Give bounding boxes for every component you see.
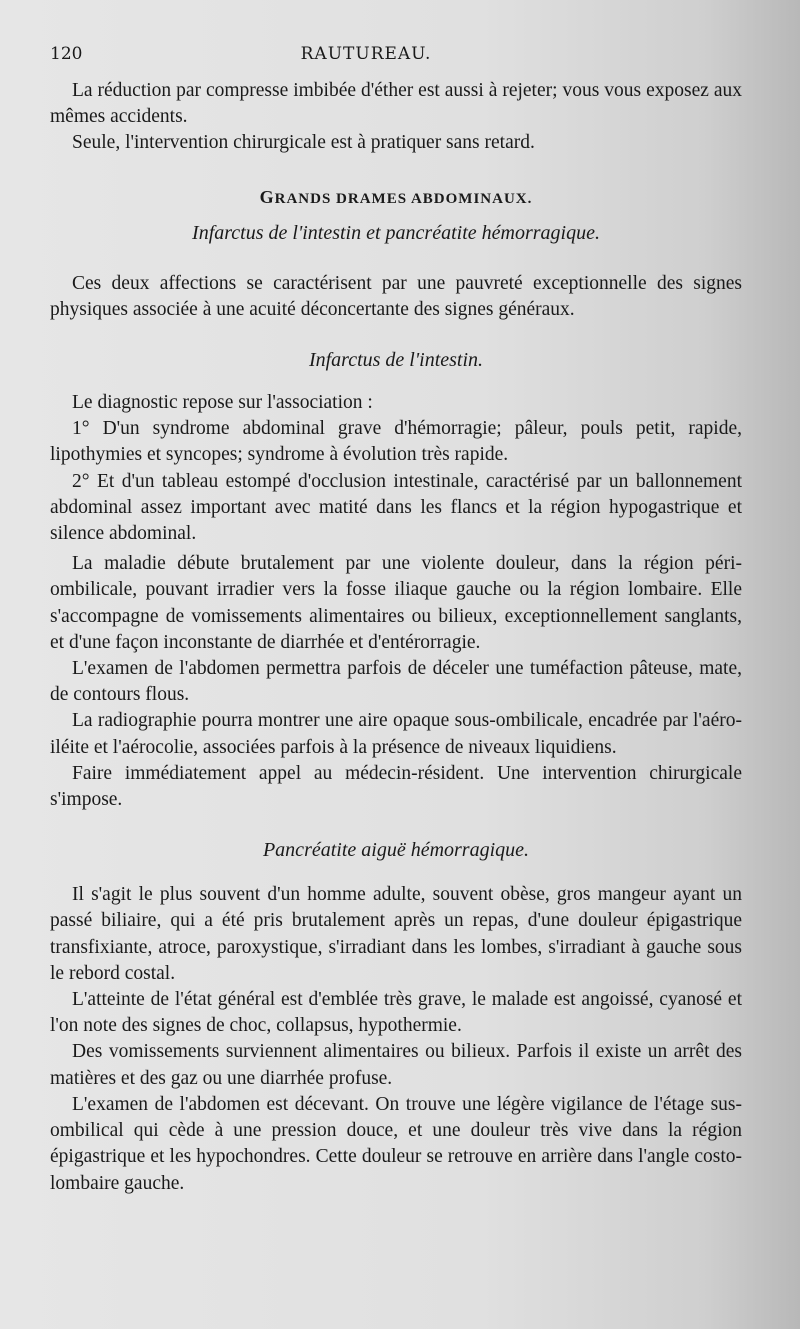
intro-paragraph-1: La réduction par compresse imbibée d'éther est aussi à rejeter; vous vous exposez aux mêmes accidents.: [50, 80, 742, 128]
infarctus-paragraph-3: 2° Et d'un tableau estompé d'occlusion intestinale, caractérisé par un ballonnement abdominal assez important avec matité dans les flancs et la région hypogastrique et silence abdominal.: [50, 470, 742, 545]
intro-paragraph-2: Seule, l'intervention chirurgicale est à pratiquer sans retard.: [72, 132, 535, 154]
pancreatite-paragraph-2: L'atteinte de l'état général est d'emblée très grave, le malade est angoissé, cyanosé et l'on note des signes de choc, collapsus, hypothermie.: [50, 989, 742, 1037]
page-number: 120: [50, 44, 83, 64]
infarctus-paragraph-5: L'examen de l'abdomen permettra parfois de déceler une tuméfaction pâteuse, mate, de contours flous.: [50, 658, 742, 706]
section-heading-rest: RANDS DRAMES ABDOMINAUX.: [274, 190, 533, 207]
pancreatite-paragraph-4: L'examen de l'abdomen est décevant. On trouve une légère vigilance de l'étage sus-ombilical qui cède à une pression douce, et une douleur très vive dans la région épigastrique et les hypochondres. Cette douleur se retrouve en arrière dans l'angle costo-lombaire gauche.: [50, 1093, 742, 1194]
infarctus-paragraph-6: La radiographie pourra montrer une aire opaque sous-ombilicale, encadrée par l'aéro-iléite et l'aérocolie, associées parfois à la présence de niveaux liquidiens.: [50, 710, 742, 758]
section-heading-initial: G: [259, 186, 275, 207]
running-title: RAUTUREAU.: [300, 44, 432, 64]
running-head: [50, 44, 742, 78]
pancreatite-paragraph-1: Il s'agit le plus souvent d'un homme adulte, souvent obèse, gros mangeur ayant un passé biliaire, qui a été pris brutalement après un repas, d'une douleur épigastrique transfixiante, atroce, paroxystique, s'irradiant dans les lombes, s'irradiant à gauche sous le rebord costal.: [50, 884, 742, 984]
infarctus-paragraph-2: 1° D'un syndrome abdominal grave d'hémorragie; pâleur, pouls petit, rapide, lipothymies et syncopes; syndrome à évolution très rapide.: [50, 418, 742, 466]
pancreatite-heading: Pancréatite aiguë hémorragique.: [262, 839, 530, 862]
pancreatite-paragraph-3: Des vomissements surviennent alimentaires ou bilieux. Parfois il existe un arrêt des matières et des gaz ou une diarrhée profuse.: [50, 1041, 742, 1089]
infarctus-paragraph-7: Faire immédiatement appel au médecin-résident. Une intervention chirurgicale s'impose.: [50, 762, 742, 811]
infarctus-paragraph-4: La maladie débute brutalement par une violente douleur, dans la région péri-ombilicale, pouvant irradier vers la fosse iliaque gauche ou la région lombaire. Elle s'accompagne de vomissements alimentaires ou bilieux, exceptionnellement sanglants, et d'une façon inconstante de diarrhée et d'entérorragie.: [50, 553, 742, 653]
section-heading: [50, 187, 742, 208]
infarctus-heading: Infarctus de l'intestin.: [308, 349, 484, 372]
section-intro-paragraph: Ces deux affections se caractérisent par une pauvreté exceptionnelle des signes physiques associée à une acuité déconcertante des signes généraux.: [50, 272, 742, 320]
section-subtitle: Infarctus de l'intestin et pancréatite hémorragique.: [192, 221, 600, 244]
infarctus-paragraph-1: Le diagnostic repose sur l'association :: [72, 392, 373, 414]
